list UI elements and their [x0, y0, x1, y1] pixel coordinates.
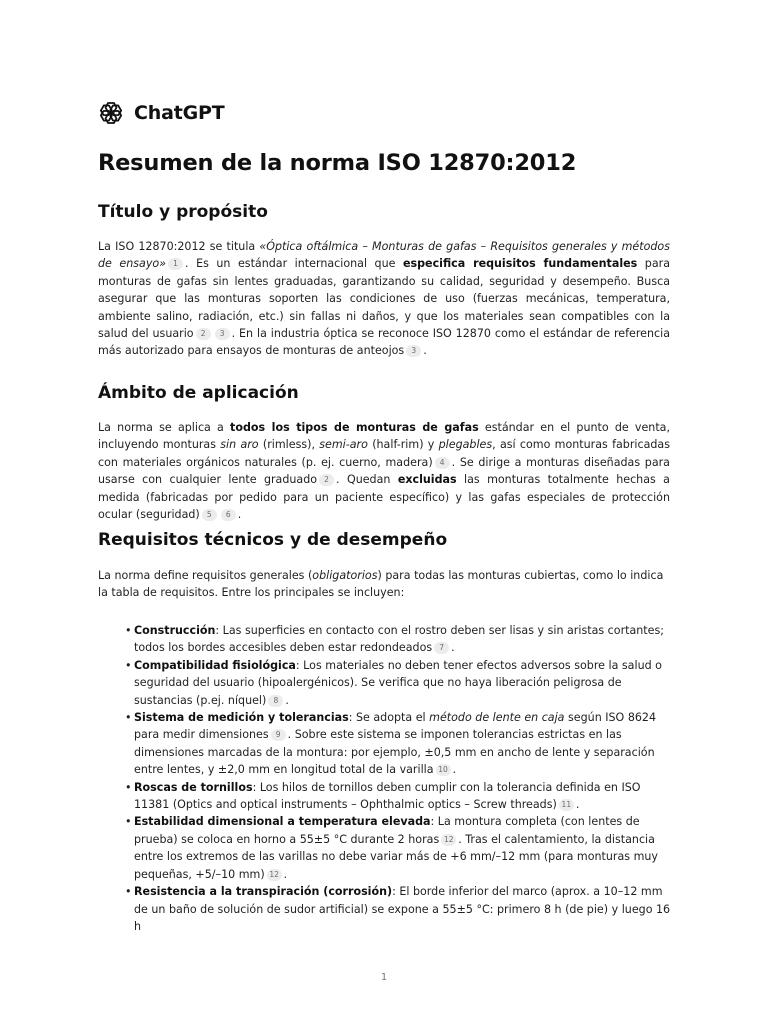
citation-badge[interactable]: 6	[221, 509, 236, 521]
text-run: .	[285, 693, 289, 707]
text-run: La norma se aplica a	[98, 421, 231, 434]
list-item-transpiracion	[126, 883, 674, 935]
text-run: ) para todas las monturas cubiertas, como lo indica la tabla de requisitos. Entre los principales se incluyen:	[98, 569, 664, 600]
text-run: , así como monturas fabricadas con materiales orgánicos naturales (p. ej. cuerno, madera)	[98, 438, 670, 469]
citation-badge[interactable]: 7	[434, 642, 449, 654]
bullet-icon: •	[125, 711, 132, 725]
list-item-construccion	[126, 622, 674, 657]
text-run: . En la industria óptica se reconoce ISO 12870 como el estándar de referencia más autorizado para ensayos de monturas de anteojos	[98, 327, 671, 358]
list-item-medicion	[126, 709, 674, 779]
text-run: estándar en el punto de venta, incluyendo monturas	[98, 421, 670, 452]
italic-term: obligatorios	[312, 569, 378, 582]
citation-badge[interactable]: 3	[215, 328, 230, 340]
item-term: Construcción	[134, 624, 216, 637]
item-term: Roscas de tornillos	[134, 780, 253, 794]
text-run: (half-rim) y	[367, 438, 439, 452]
section-heading-ambito: Ámbito de aplicación	[98, 383, 299, 403]
italic-term: sin aro	[220, 438, 259, 452]
text-run: . Se dirige a monturas diseñadas para usarse con cualquier lente graduado	[98, 455, 670, 487]
citation-badge[interactable]: 8	[268, 695, 283, 707]
bold-phrase: todos los tipos de monturas de gafas	[230, 421, 479, 434]
list-item-estabilidad	[126, 813, 674, 883]
item-text: : El borde inferior del marco (aprox. a 10–12 mm de un baño de solución de sudor artificial) se expone a 55±5 °C: primero 8 h (de pie) y luego 16 h	[134, 885, 671, 933]
citation-badge[interactable]: 5	[202, 509, 217, 521]
requirements-list	[126, 622, 674, 935]
item-text: : Los hilos de tornillos deben cumplir con la tolerancia definida en ISO 11381 (Optics and optical instruments – Ophthalmic optics – Screw threads)	[134, 780, 641, 812]
citation-badge[interactable]: 2	[319, 474, 334, 486]
text-run: .	[423, 344, 427, 358]
citation-badge[interactable]: 4	[435, 457, 450, 469]
text-run: .	[237, 508, 242, 522]
text-run: .	[575, 798, 580, 812]
italic-term: plegables	[438, 438, 493, 452]
citation-badge[interactable]: 1	[168, 258, 183, 270]
citation-badge[interactable]: 10	[436, 764, 451, 776]
item-text: : Se adopta el	[348, 711, 430, 725]
item-term: Resistencia a la transpiración (corrosión)	[134, 885, 393, 899]
text-run: para monturas de gafas sin lentes graduadas, garantizando su calidad, seguridad y desempeño. Busca asegurar que las monturas soporten las condiciones de uso (fuerzas mecánicas, temperatura, ambiente salino, radiación, etc.) sin fallas ni daños, y que los materiales sean compatibles con la salud del usuario	[98, 257, 671, 341]
bullet-icon: •	[125, 658, 132, 672]
citation-badge[interactable]: 9	[271, 729, 286, 741]
item-text: : Las superficies en contacto con el rostro deben ser lisas y sin aristas cortantes; todos los bordes accesibles deben estar redondeados	[134, 624, 665, 655]
text-run: .	[451, 641, 455, 655]
item-text: . Tras el calentamiento, la distancia entre los extremos de las varillas no debe variar más de +6 mm/–12 mm (para monturas muy pequeñas, +5/–10 mm)	[134, 832, 658, 881]
text-run: (rimless),	[258, 438, 320, 452]
bullet-icon: •	[125, 885, 132, 899]
text-run: .	[283, 867, 288, 881]
text-run: las monturas totalmente hechas a medida (fabricadas por pedido para un paciente específico) y las gafas especiales de protección ocular (seguridad)	[98, 473, 670, 522]
text-run: . Quedan	[336, 473, 398, 487]
document-title: Resumen de la norma ISO 12870:2012	[98, 150, 577, 176]
item-text: : La montura completa (con lentes de prueba) se coloca en horno a 55±5 °C durante 2 horas	[134, 815, 640, 846]
text-run: La norma define requisitos generales (	[98, 569, 313, 582]
text-run: . Es un estándar internacional que	[185, 257, 403, 271]
item-text: . Sobre este sistema se imponen tolerancias estrictas en las dimensiones marcadas de la montura: por ejemplo, ±0,5 mm en ancho de lente y separación entre lentes, y ±2,0 mm en longitud total de la varilla	[134, 728, 655, 777]
citation-badge[interactable]: 11	[559, 799, 574, 811]
citation-badge[interactable]: 12	[441, 834, 456, 846]
openai-knot-icon	[98, 100, 124, 126]
citation-badge[interactable]: 12	[267, 869, 282, 881]
item-text: : Los materiales no deben tener efectos adversos sobre la salud o seguridad del usuario (hipoalergénicos). Se verifica que no haya liberación peligrosa de sustancias (p.ej. níquel)	[134, 658, 662, 707]
section-heading-titulo: Título y propósito	[98, 202, 268, 222]
brand-header	[98, 100, 224, 126]
paragraph-ambito	[98, 419, 670, 523]
citation-badge[interactable]: 3	[406, 345, 421, 357]
text-run: La ISO 12870:2012 se titula	[98, 240, 260, 253]
item-term: Estabilidad dimensional a temperatura elevada	[134, 815, 431, 829]
item-term: Sistema de medición y tolerancias	[134, 711, 349, 725]
paragraph-requisitos-intro	[98, 567, 670, 602]
bold-phrase: excluidas	[397, 473, 457, 487]
italic-term: semi-aro	[319, 438, 368, 452]
bullet-icon: •	[125, 780, 132, 794]
bold-phrase: especifica requisitos fundamentales	[402, 257, 638, 271]
page-number: 1	[380, 972, 388, 983]
text-run: .	[452, 763, 457, 777]
item-term: Compatibilidad fisiológica	[134, 658, 296, 672]
paragraph-titulo	[98, 238, 670, 360]
list-item-compatibilidad	[126, 657, 674, 709]
standard-title-italic: «Óptica oftálmica – Monturas de gafas – Requisitos generales y métodos de ensayo»	[98, 240, 670, 271]
list-item-roscas	[126, 779, 674, 814]
brand-name: ChatGPT	[134, 102, 225, 124]
section-heading-requisitos: Requisitos técnicos y de desempeño	[98, 530, 448, 550]
citation-badge[interactable]: 2	[196, 328, 211, 340]
bullet-icon: •	[125, 815, 132, 829]
bullet-icon: •	[125, 624, 132, 637]
italic-term: método de lente en caja	[429, 711, 565, 725]
item-text: según ISO 8624 para medir dimensiones	[134, 711, 657, 742]
